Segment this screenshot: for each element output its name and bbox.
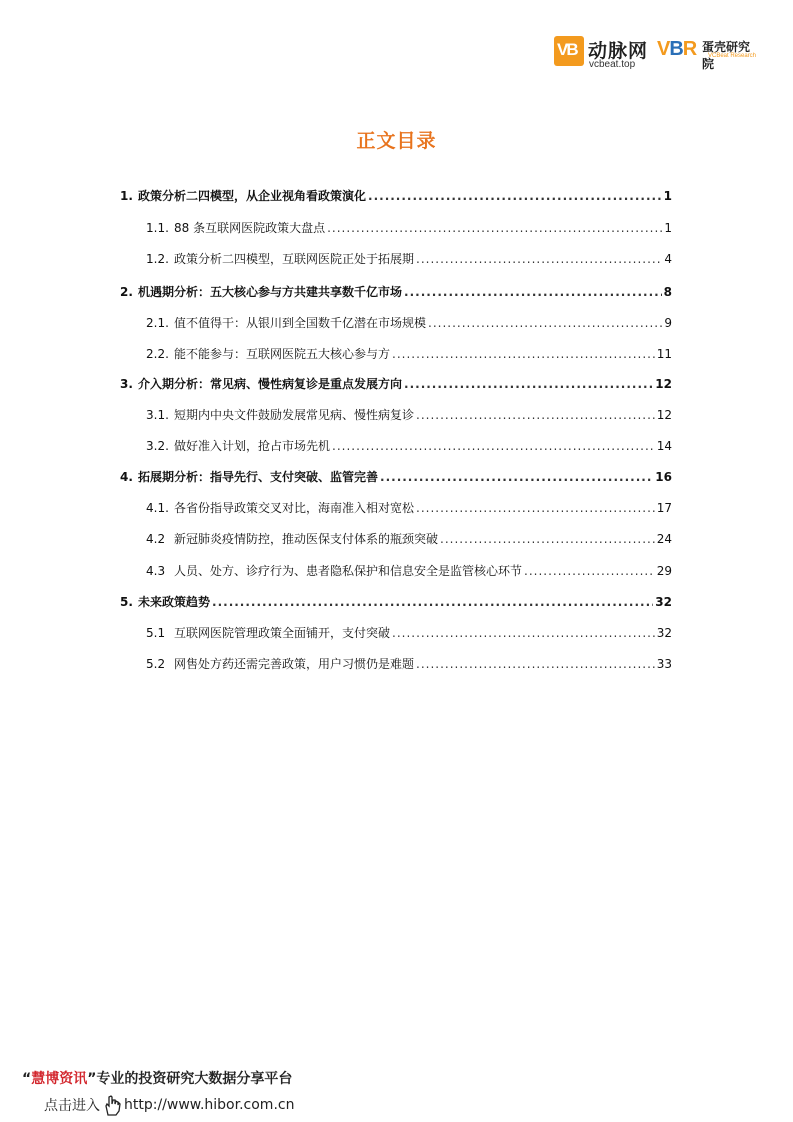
toc-entry-title: 做好准入计划，抢占市场先机 (174, 439, 331, 453)
footer-brand: 慧博资讯 (31, 1071, 88, 1087)
toc-entry-title: 能不能参与：互联网医院五大核心参与方 (174, 347, 391, 361)
toc-leader-dots (380, 470, 653, 484)
toc-leader-dots (416, 408, 655, 422)
toc-entry-page: 16 (655, 470, 672, 484)
toc-entry-number: 4.3 (146, 564, 166, 578)
vbr-logo-b: B (669, 38, 683, 60)
toc-leader-dots (416, 501, 655, 515)
open-quote: “ (22, 1071, 32, 1087)
toc-entry-number: 1. (120, 189, 133, 203)
toc-entry-page: 12 (655, 377, 672, 391)
toc-entry[interactable] (146, 530, 672, 550)
toc-entry-number: 3.2. (146, 439, 169, 453)
toc-entry[interactable] (146, 655, 672, 675)
toc-leader-dots (428, 316, 662, 330)
toc-entry[interactable] (120, 187, 672, 207)
toc-entry[interactable] (120, 593, 672, 613)
page-title: 正文目录 (356, 130, 437, 152)
pointing-hand-icon (102, 1094, 122, 1116)
toc-entry[interactable] (146, 562, 672, 582)
toc-entry-page: 1 (663, 189, 672, 203)
toc-leader-dots (392, 347, 655, 361)
toc-entry-page: 17 (656, 501, 672, 515)
toc-entry-page: 29 (656, 564, 672, 578)
toc-entry-number: 2.1. (146, 316, 169, 330)
toc-entry[interactable] (146, 406, 672, 426)
toc-entry-page: 9 (664, 316, 672, 330)
toc-entry[interactable] (146, 250, 672, 270)
toc-entry-title: 互联网医院管理政策全面铺开，支付突破 (174, 626, 391, 640)
toc-entry-title: 88 条互联网医院政策大盘点 (174, 221, 326, 235)
toc-entry-number: 1.1. (146, 221, 169, 235)
toc-entry-page: 1 (664, 221, 672, 235)
toc-entry-number: 4.2 (146, 532, 166, 546)
toc-entry-number: 2.2. (146, 347, 169, 361)
toc-leader-dots (416, 252, 662, 266)
toc-entry-number: 4. (120, 470, 133, 484)
toc-entry-title: 短期内中央文件鼓励发展常见病、慢性病复诊 (174, 408, 415, 422)
toc-entry-number: 5. (120, 595, 133, 609)
toc-entry-page: 8 (663, 285, 672, 299)
toc-entry-number: 4.1. (146, 501, 169, 515)
toc-entry-number: 3. (120, 377, 133, 391)
research-name: 蛋壳研究院 (702, 40, 751, 71)
brand-url: vcbeat.top (589, 59, 636, 70)
toc-leader-dots (440, 532, 655, 546)
vbr-logo (657, 38, 699, 60)
toc-entry[interactable] (120, 283, 672, 303)
toc-entry-title: 拓展期分析：指导先行、支付突破、监管完善 (138, 470, 379, 484)
toc-entry-title: 网售处方药还需完善政策，用户习惯仍是难题 (174, 657, 415, 671)
toc-entry-page: 12 (656, 408, 672, 422)
toc-entry-number: 5.1 (146, 626, 166, 640)
toc-entry-title: 未来政策趋势 (138, 595, 211, 609)
toc-entry[interactable] (120, 468, 672, 488)
toc-entry-title: 人员、处方、诊疗行为、患者隐私保护和信息安全是监管核心环节 (174, 564, 523, 578)
toc-leader-dots (524, 564, 655, 578)
toc-entry-title: 政策分析二四模型，互联网医院正处于拓展期 (174, 252, 415, 266)
toc-entry[interactable] (120, 375, 672, 395)
research-name-en: VCBeat Research (708, 53, 757, 59)
toc-entry[interactable] (146, 345, 672, 365)
toc-leader-dots (404, 285, 662, 299)
toc-entry-title: 新冠肺炎疫情防控，推动医保支付体系的瓶颈突破 (174, 532, 439, 546)
toc-entry-page: 11 (656, 347, 672, 361)
vbr-logo-r: R (682, 38, 697, 60)
close-quote: ” (87, 1071, 97, 1087)
footer-slogan (22, 1068, 292, 1088)
toc-entry-page: 33 (656, 657, 672, 671)
vbr-logo-v: V (657, 38, 670, 60)
toc-entry-title: 政策分析二四模型，从企业视角看政策演化 (138, 189, 367, 203)
vb-logo-text: VB (557, 40, 577, 59)
toc-leader-dots (212, 595, 653, 609)
toc-entry[interactable] (146, 437, 672, 457)
brand-name: 动脉网 (588, 40, 649, 62)
toc-entry[interactable] (146, 219, 672, 239)
toc-entry-title: 介入期分析：常见病、慢性病复诊是重点发展方向 (138, 377, 403, 391)
toc-entry-number: 3.1. (146, 408, 169, 422)
toc-entry-page: 4 (664, 252, 672, 266)
footer-enter-label: 点击进入 (44, 1098, 100, 1114)
toc-entry-title: 各省份指导政策交叉对比，海南准入相对宽松 (174, 501, 415, 515)
toc-leader-dots (332, 439, 655, 453)
toc-leader-dots (404, 377, 653, 391)
toc-entry-page: 14 (656, 439, 672, 453)
toc-leader-dots (368, 189, 662, 203)
toc-leader-dots (416, 657, 655, 671)
header-logos (554, 36, 759, 70)
toc-leader-dots (392, 626, 655, 640)
footer-link-row[interactable] (44, 1094, 294, 1116)
toc-entry-page: 32 (656, 626, 672, 640)
vb-logo-icon (554, 36, 584, 66)
toc-entry-title: 机遇期分析：五大核心参与方共建共享数千亿市场 (138, 285, 403, 299)
toc-entry-number: 1.2. (146, 252, 169, 266)
toc-entry[interactable] (146, 314, 672, 334)
toc-entry-title: 值不值得干：从银川到全国数千亿潜在市场规模 (174, 316, 427, 330)
toc-entry[interactable] (146, 499, 672, 519)
toc-entry-number: 2. (120, 285, 133, 299)
toc-leader-dots (327, 221, 662, 235)
toc-entry-page: 24 (656, 532, 672, 546)
toc-entry-page: 32 (655, 595, 672, 609)
toc-entry-number: 5.2 (146, 657, 166, 671)
footer-url-link[interactable]: http://www.hibor.com.cn (124, 1097, 295, 1113)
toc-entry[interactable] (146, 624, 672, 644)
footer-slogan-text: 专业的投资研究大数据分享平台 (96, 1071, 293, 1087)
